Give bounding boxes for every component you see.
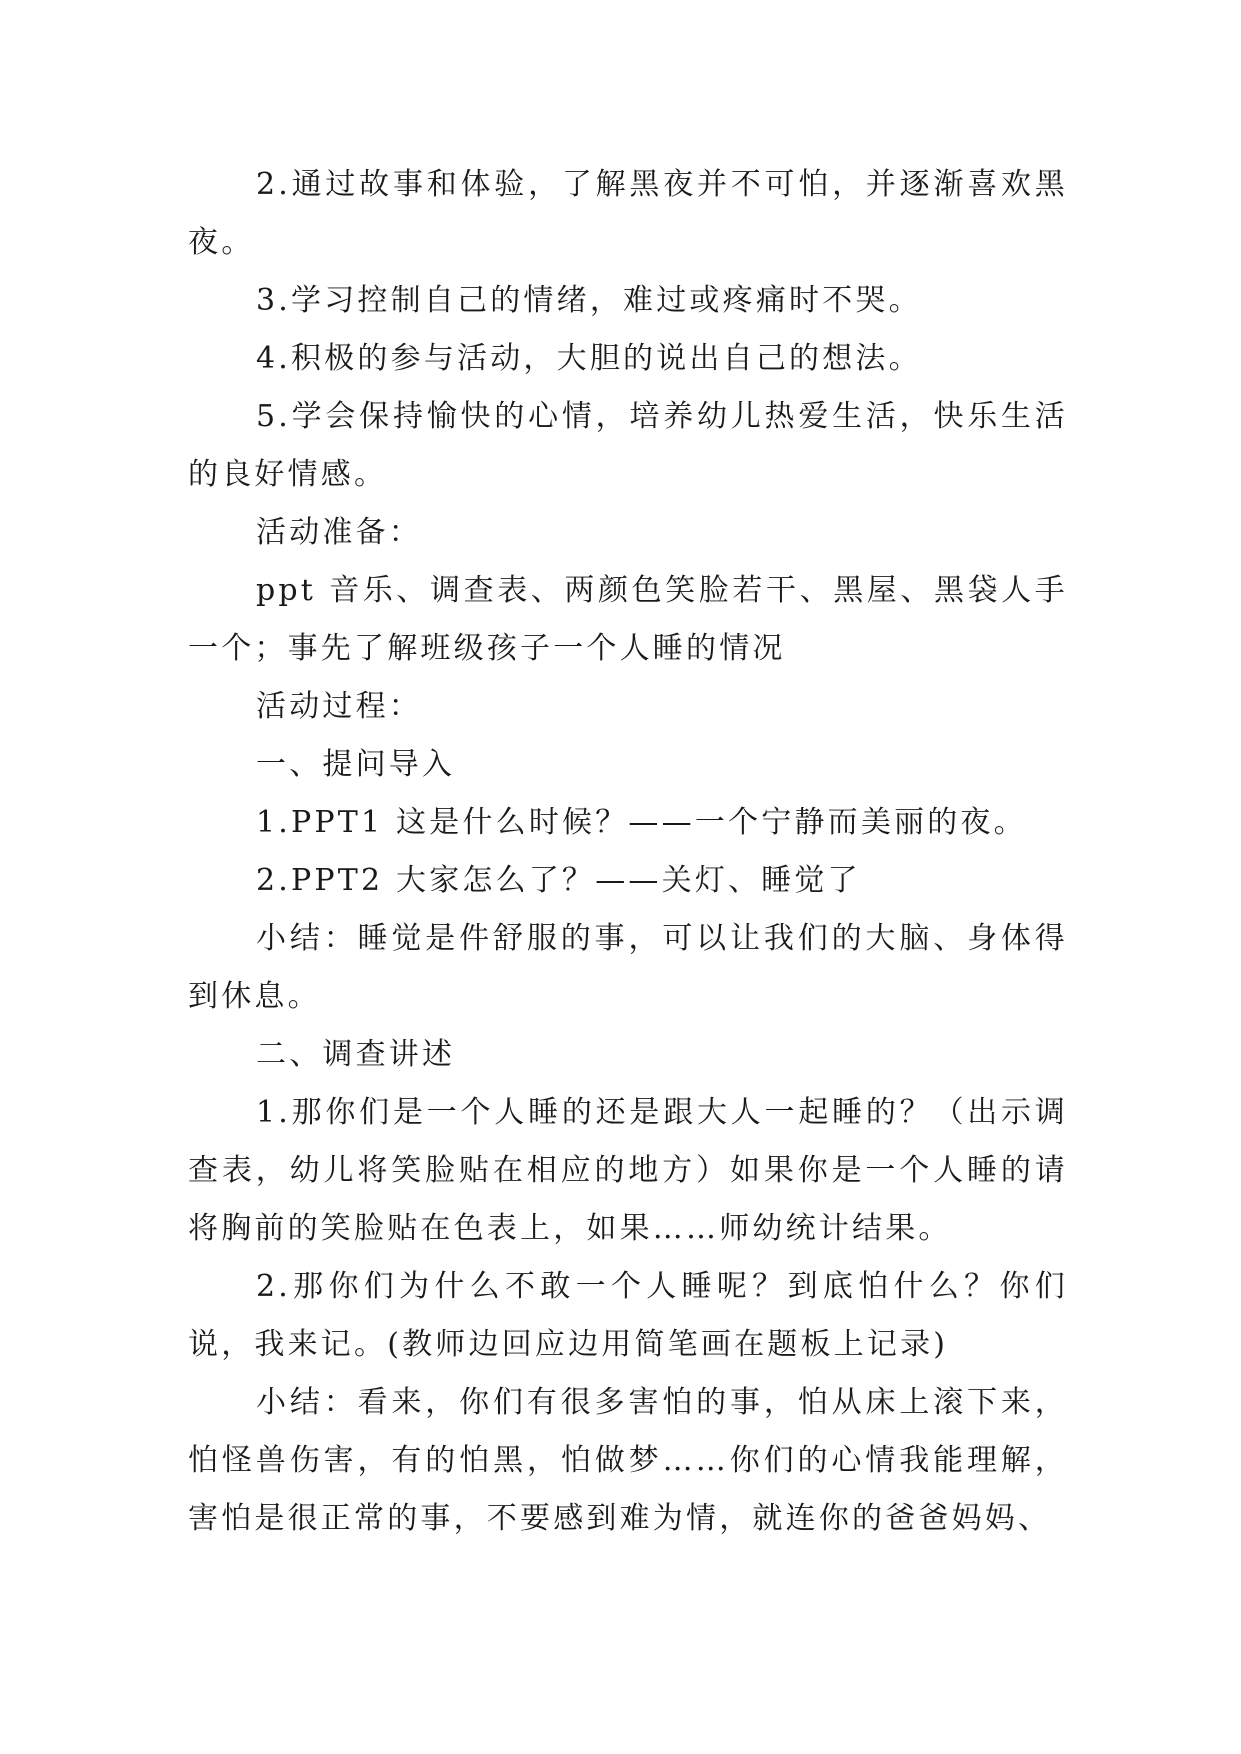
- document-body: [188, 156, 1068, 1548]
- paragraph: 小结：看来，你们有很多害怕的事，怕从床上滚下来，怕怪兽伤害，有的怕黑，怕做梦……你们的心情我能理解，害怕是很正常的事，不要感到难为情，就连你的爸爸妈妈、: [188, 1385, 1068, 1536]
- section-heading: 活动过程：: [256, 689, 422, 724]
- paragraph: 小结：睡觉是件舒服的事，可以让我们的大脑、身体得到休息。: [188, 921, 1068, 1014]
- paragraph: ppt 音乐、调查表、两颜色笑脸若干、黑屋、黑袋人手一个；事先了解班级孩子一个人睡的情况: [188, 573, 1068, 666]
- section-heading: 一、提问导入: [256, 747, 456, 782]
- paragraph: 2.PPT2 大家怎么了？——关灯、睡觉了: [256, 863, 861, 898]
- paragraph: 1.那你们是一个人睡的还是跟大人一起睡的？（出示调查表，幼儿将笑脸贴在相应的地方）如果你是一个人睡的请将胸前的笑脸贴在色表上，如果……师幼统计结果。: [188, 1095, 1068, 1246]
- paragraph: 2.那你们为什么不敢一个人睡呢？到底怕什么？你们说，我来记。(教师边回应边用简笔画在题板上记录): [188, 1269, 1068, 1362]
- paragraph: 4.积极的参与活动，大胆的说出自己的想法。: [256, 341, 922, 376]
- paragraph: 1.PPT1 这是什么时候？——一个宁静而美丽的夜。: [256, 805, 1027, 840]
- paragraph: 3.学习控制自己的情绪，难过或疼痛时不哭。: [256, 283, 922, 318]
- paragraph: 5.学会保持愉快的心情，培养幼儿热爱生活，快乐生活的良好情感。: [188, 399, 1068, 492]
- section-heading: 二、调查讲述: [256, 1037, 456, 1072]
- section-heading: 活动准备：: [256, 515, 422, 550]
- paragraph: 2.通过故事和体验，了解黑夜并不可怕，并逐渐喜欢黑夜。: [188, 167, 1068, 260]
